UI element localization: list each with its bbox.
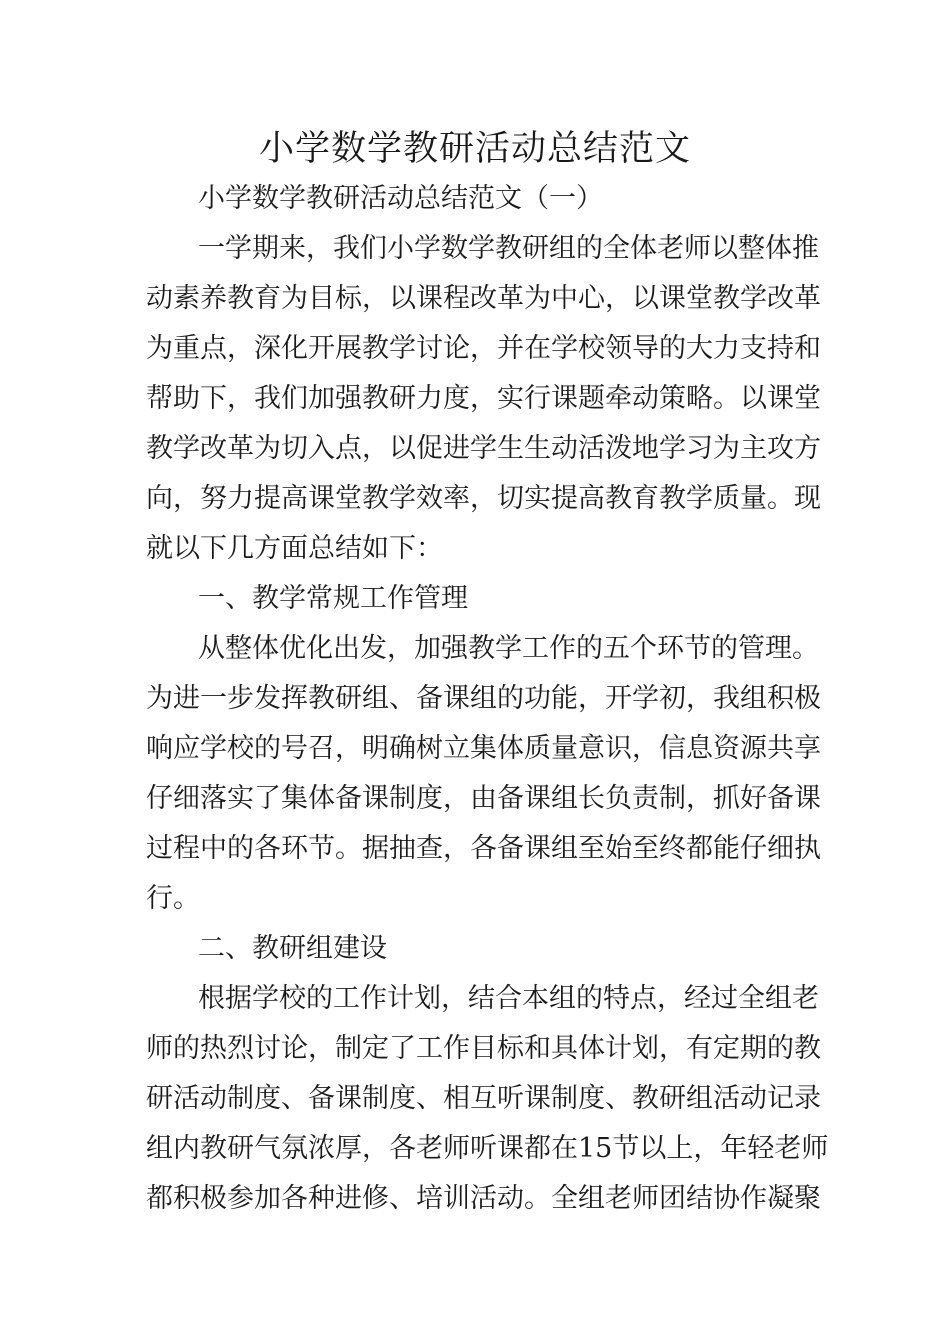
paragraph-3-line: 师的热烈讨论，制定了工作目标和具体计划，有定期的教 bbox=[146, 1033, 821, 1064]
paragraph-1-line: 动素养教育为目标，以课程改革为中心，以课堂教学改革 bbox=[146, 283, 821, 314]
section-heading-1: 一、教学常规工作管理 bbox=[198, 583, 468, 614]
paragraph-3-line: 根据学校的工作计划，结合本组的特点，经过全组老 bbox=[198, 983, 819, 1014]
paragraph-1-line: 教学改革为切入点，以促进学生生动活泼地学习为主攻方 bbox=[146, 433, 821, 464]
paragraph-1-line: 向，努力提高课堂教学效率，切实提高教育教学质量。现 bbox=[146, 483, 821, 514]
paragraph-2-line: 过程中的各环节。据抽查，各备课组至始至终都能仔细执 bbox=[146, 833, 821, 864]
paragraph-1-line: 就以下几方面总结如下： bbox=[146, 533, 443, 564]
document-title: 小学数学教研活动总结范文 bbox=[258, 129, 691, 169]
paragraph-2-line: 响应学校的号召，明确树立集体质量意识，信息资源共享 bbox=[146, 733, 821, 764]
section-heading-2: 二、教研组建设 bbox=[198, 933, 387, 964]
paragraph-1-line: 帮助下，我们加强教研力度，实行课题牵动策略。以课堂 bbox=[146, 383, 821, 414]
paragraph-3-line: 都积极参加各种进修、培训活动。全组老师团结协作凝聚 bbox=[146, 1183, 821, 1214]
paragraph-1-line: 一学期来，我们小学数学教研组的全体老师以整体推 bbox=[198, 233, 819, 264]
paragraph-3-line: 组内教研气氛浓厚，各老师听课都在15节以上，年轻老师 bbox=[146, 1133, 829, 1164]
document-subtitle: 小学数学教研活动总结范文（一） bbox=[198, 183, 603, 214]
paragraph-2-line: 从整体优化出发，加强教学工作的五个环节的管理。 bbox=[198, 633, 819, 664]
paragraph-3-line: 研活动制度、备课制度、相互听课制度、教研组活动记录 bbox=[146, 1083, 821, 1114]
paragraph-1-line: 为重点，深化开展教学讨论，并在学校领导的大力支持和 bbox=[146, 333, 821, 364]
paragraph-2-line: 仔细落实了集体备课制度，由备课组长负责制，抓好备课 bbox=[146, 783, 821, 814]
paragraph-2-line: 为进一步发挥教研组、备课组的功能，开学初，我组积极 bbox=[146, 683, 821, 714]
paragraph-2-line: 行。 bbox=[146, 883, 200, 914]
